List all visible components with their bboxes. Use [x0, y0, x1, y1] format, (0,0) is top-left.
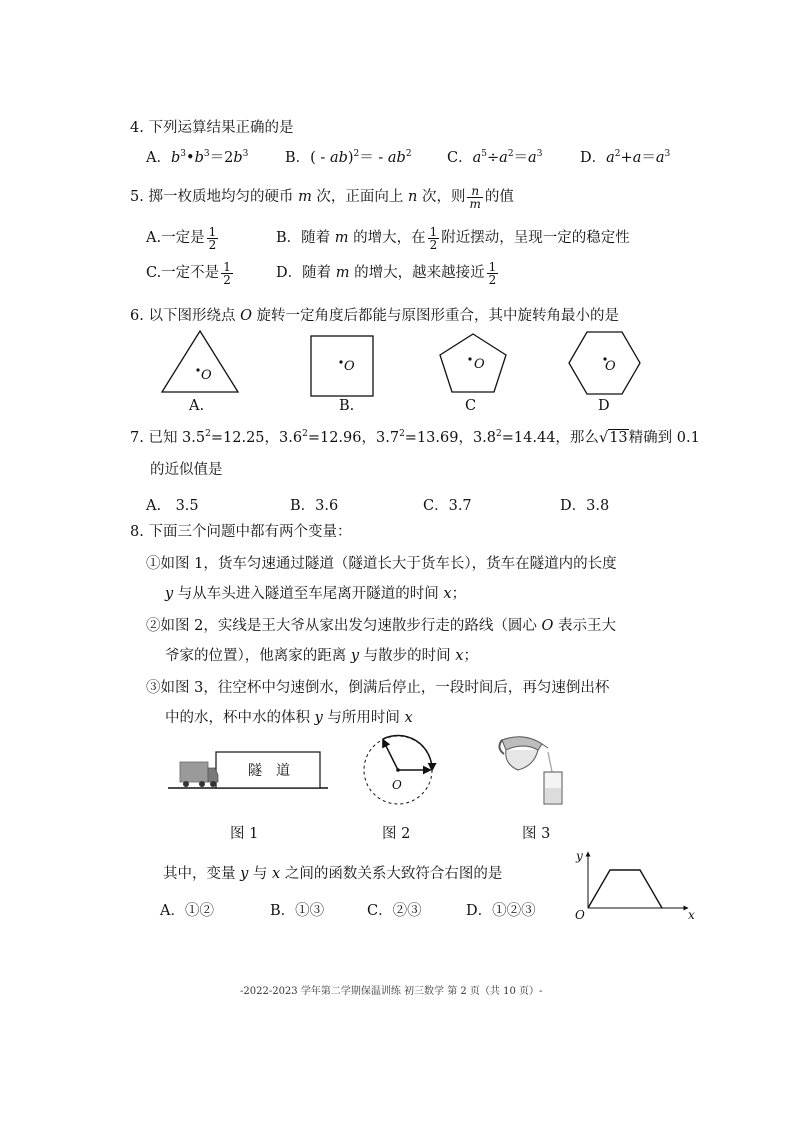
q5-option-d: D．随着 m 的增大，越来越接近 $\frac{1}{2}$: [276, 259, 497, 287]
pentagon-point-o: O: [474, 357, 485, 372]
page-footer: -2022-2023 学年第二学期保温训练 初三数学 第 2 页（共 10 页）-: [240, 986, 543, 997]
square-shape: [311, 336, 373, 396]
q5-option-b: B．随着 m 的增大，在 $\frac{1}{2}$ 附近摆动，呈现一定的稳定性: [276, 224, 630, 252]
q4-option-c: C．$a^5\div a^2=a^3$: [447, 149, 543, 166]
graph-x-label: x: [688, 908, 695, 922]
square-point-o: O: [344, 359, 355, 374]
q6-shapes: [150, 326, 650, 402]
q8-item1-line1: ①如图 1，货车匀速通过隧道（隧道长大于货车长），货车在隧道内的长度: [146, 556, 617, 572]
q8-option-a: A．①②: [160, 903, 214, 919]
sqrt-13: √13: [598, 430, 628, 446]
figure2-center-o: O: [392, 778, 402, 792]
q5-stem: 5. 掷一枚质地均匀的硬币 m 次，正面向上 n 次，则 $\frac{n}{m}$ 的值: [130, 183, 514, 211]
tunnel-label: 隧 道: [248, 763, 290, 779]
q7-option-d: D．3.8: [560, 498, 610, 514]
q7-option-a: A. 3.5: [146, 498, 199, 514]
square-center-dot: [339, 360, 342, 363]
figure3-pitcher-glass: [494, 730, 574, 810]
q8-option-b: B．①③: [270, 903, 325, 919]
q8-item1-line2: y 与从车头进入隧道至车尾离开隧道的时间 x；: [165, 586, 467, 602]
q5-option-c: C.一定不是 $\frac{1}{2}$: [146, 259, 231, 287]
graph-y-label: y: [576, 849, 583, 863]
n-over-m-fraction: $\frac{n}{m}$: [469, 183, 481, 211]
pentagon-shape: [440, 334, 506, 392]
q8-stem: 8. 下面三个问题中都有两个变量：: [130, 524, 352, 540]
q8-item3-line1: ③如图 3，往空杯中匀速倒水，倒满后停止，一段时间后，再匀速倒出杯: [146, 680, 610, 696]
pitcher-icon: [499, 737, 548, 770]
q6-label-a: A.: [189, 398, 205, 414]
figure3-caption: 图 3: [522, 826, 551, 842]
equilateral-triangle-shape: [162, 331, 238, 392]
graph-origin-label: O: [575, 908, 585, 922]
q8-item2-line1: ②如图 2，实线是王大爷从家出发匀速散步行走的路线（圆心 O 表示王大: [146, 618, 616, 634]
q8-item2-line2: 爷家的位置），他离家的距离 y 与散步的时间 x；: [165, 648, 478, 664]
figure1-caption: 图 1: [230, 826, 259, 842]
function-graph: [578, 848, 698, 918]
pentagon-center-dot: [468, 357, 471, 360]
q7-line2: 的近似值是: [150, 462, 223, 478]
q7-option-c: C．3.7: [423, 498, 472, 514]
hexagon-point-o: O: [605, 359, 616, 374]
q6-label-b: B.: [339, 398, 355, 414]
q6-label-c: C: [465, 398, 477, 414]
q4-option-b: B．( ‑ ab)$^2$＝ ‑ $ab^2$: [285, 149, 412, 166]
q8-item3-line2: 中的水，杯中水的体积 y 与所用时间 x: [165, 710, 413, 726]
q6-stem: 6. 以下图形绕点 O 旋转一定角度后都能与原图形重合，其中旋转角最小的是: [130, 308, 620, 324]
q8-option-d: D．①②③: [466, 903, 536, 919]
q7-stem: 7. 已知 $3.5^2=12.25$，$3.6^2=12.96$，$3.7^2=13.69$，$3.8^2=14.44$，那么√13精确到 0.1: [130, 429, 700, 446]
q5-option-a: A.一定是 $\frac{1}{2}$: [146, 224, 217, 252]
trapezoid-curve: [588, 870, 662, 908]
figure2-circle-path: [360, 730, 440, 810]
q4-stem: 4. 下列运算结果正确的是: [130, 120, 294, 136]
q4-option-a: A．$b^3•b^3=2b^3$: [146, 149, 249, 166]
q8-question: 其中，变量 y 与 x 之间的函数关系大致符合右图的是: [163, 866, 503, 882]
q7-option-b: B．3.6: [290, 498, 339, 514]
figure2-caption: 图 2: [382, 826, 411, 842]
q6-label-d: D: [598, 398, 610, 414]
glass-icon: [544, 772, 562, 804]
truck-icon: [180, 762, 218, 787]
q4-option-d: D．$a^2+a=a^3$: [580, 149, 671, 166]
triangle-point-o: O: [201, 368, 212, 383]
triangle-center-dot: [196, 368, 199, 371]
q8-option-c: C．②③: [367, 903, 422, 919]
